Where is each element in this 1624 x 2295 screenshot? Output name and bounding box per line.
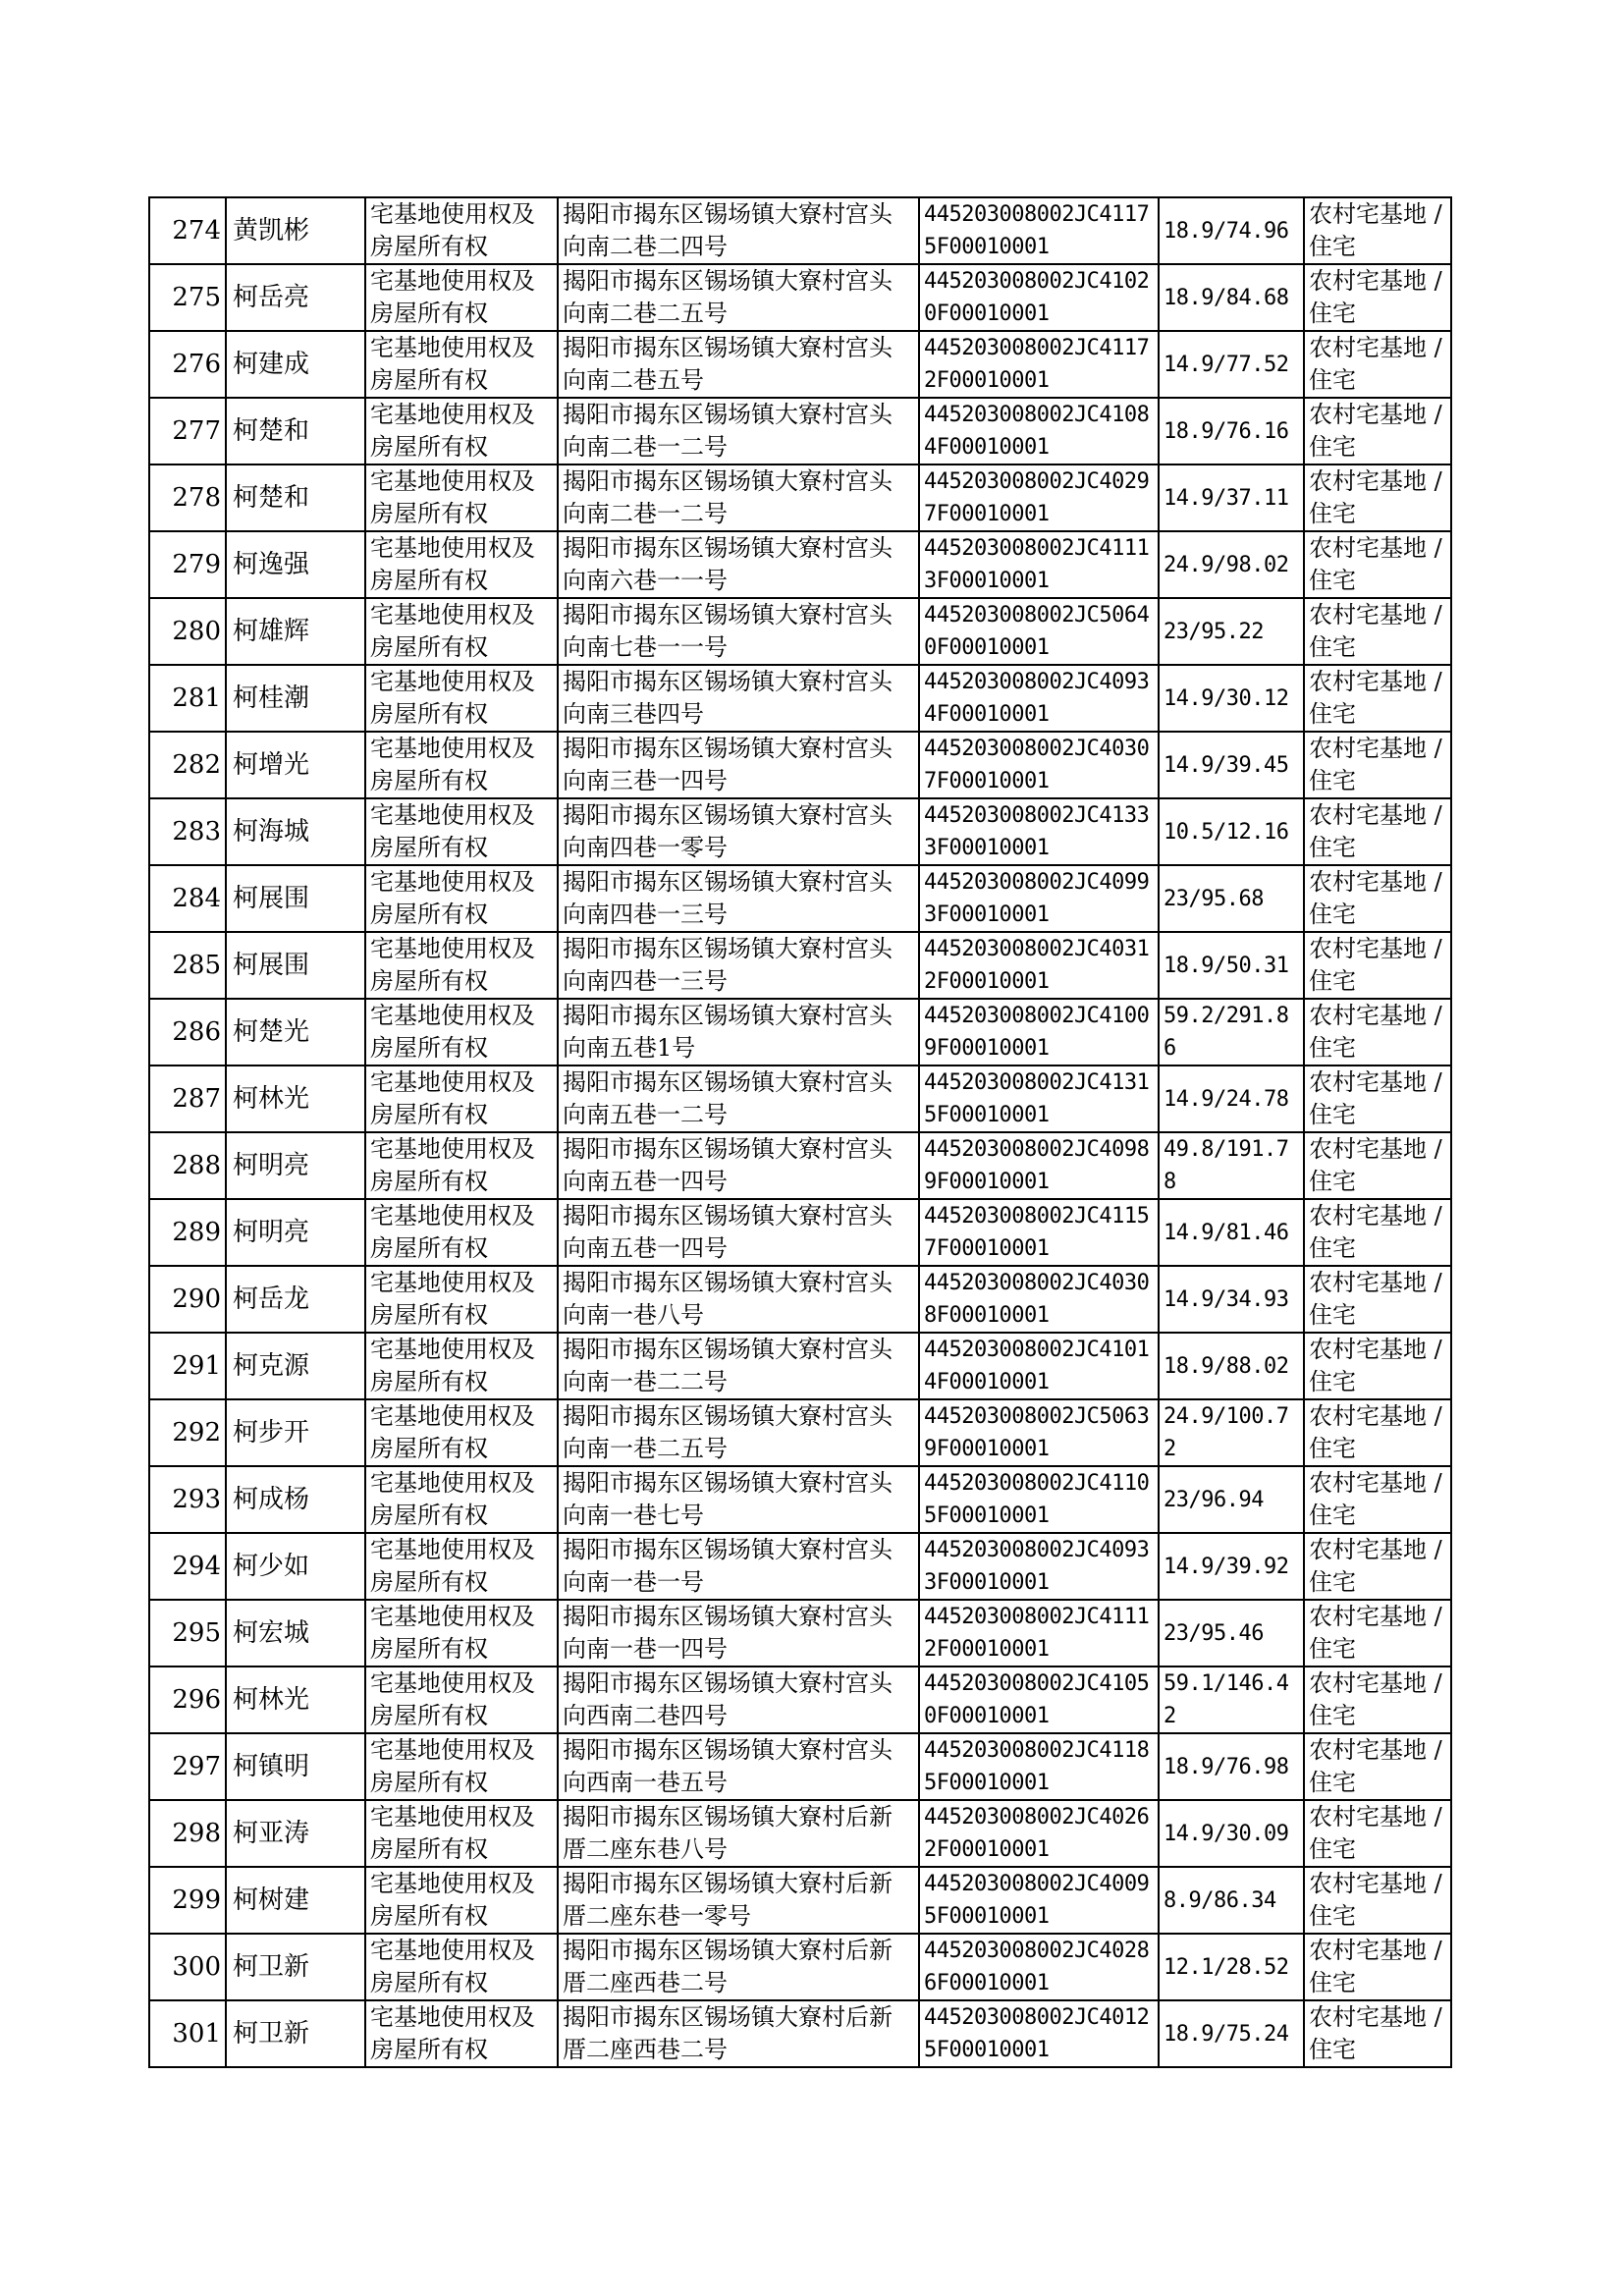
row-number: 282 (149, 732, 226, 798)
area-value: 23/95.68 (1159, 865, 1304, 932)
row-number: 278 (149, 464, 226, 531)
parcel-code: 445203008002JC40286F00010001 (919, 1934, 1159, 2000)
property-address: 揭阳市揭东区锡场镇大寮村宫头向南五巷一四号 (558, 1199, 919, 1266)
land-use: 农村宅基地 / 住宅 (1304, 1533, 1451, 1600)
right-type: 宅基地使用权及房屋所有权 (365, 732, 558, 798)
land-use: 农村宅基地 / 住宅 (1304, 865, 1451, 932)
parcel-code: 445203008002JC41105F00010001 (919, 1466, 1159, 1533)
property-address: 揭阳市揭东区锡场镇大寮村宫头向南二巷五号 (558, 331, 919, 398)
area-value: 14.9/30.12 (1159, 665, 1304, 732)
parcel-code: 445203008002JC50639F00010001 (919, 1399, 1159, 1466)
parcel-code: 445203008002JC40308F00010001 (919, 1266, 1159, 1333)
owner-name: 柯楚和 (226, 464, 365, 531)
area-value: 14.9/37.11 (1159, 464, 1304, 531)
owner-name: 柯岳龙 (226, 1266, 365, 1333)
right-type: 宅基地使用权及房屋所有权 (365, 398, 558, 464)
land-use: 农村宅基地 / 住宅 (1304, 1399, 1451, 1466)
row-number: 287 (149, 1066, 226, 1132)
right-type: 宅基地使用权及房屋所有权 (365, 197, 558, 264)
area-value: 24.9/100.72 (1159, 1399, 1304, 1466)
parcel-code: 445203008002JC41050F00010001 (919, 1667, 1159, 1733)
property-address: 揭阳市揭东区锡场镇大寮村宫头向南六巷一一号 (558, 531, 919, 598)
right-type: 宅基地使用权及房屋所有权 (365, 2000, 558, 2067)
row-number: 283 (149, 798, 226, 865)
table-row (149, 1667, 1451, 1733)
parcel-code: 445203008002JC40933F00010001 (919, 1533, 1159, 1600)
parcel-code: 445203008002JC41014F00010001 (919, 1333, 1159, 1399)
land-use: 农村宅基地 / 住宅 (1304, 1132, 1451, 1199)
owner-name: 柯林光 (226, 1066, 365, 1132)
row-number: 294 (149, 1533, 226, 1600)
property-address: 揭阳市揭东区锡场镇大寮村宫头向南一巷七号 (558, 1466, 919, 1533)
property-address: 揭阳市揭东区锡场镇大寮村宫头向南一巷二五号 (558, 1399, 919, 1466)
row-number: 296 (149, 1667, 226, 1733)
row-number: 289 (149, 1199, 226, 1266)
row-number: 285 (149, 932, 226, 999)
table-row (149, 464, 1451, 531)
owner-name: 柯卫新 (226, 2000, 365, 2067)
row-number: 301 (149, 2000, 226, 2067)
table-row (149, 1399, 1451, 1466)
owner-name: 柯桂潮 (226, 665, 365, 732)
row-number: 300 (149, 1934, 226, 2000)
land-use: 农村宅基地 / 住宅 (1304, 932, 1451, 999)
table-row (149, 1934, 1451, 2000)
table-row (149, 1132, 1451, 1199)
area-value: 18.9/84.68 (1159, 264, 1304, 331)
row-number: 299 (149, 1867, 226, 1934)
table-row (149, 1733, 1451, 1800)
owner-name: 柯林光 (226, 1667, 365, 1733)
row-number: 281 (149, 665, 226, 732)
area-value: 23/95.46 (1159, 1600, 1304, 1667)
right-type: 宅基地使用权及房屋所有权 (365, 1800, 558, 1867)
right-type: 宅基地使用权及房屋所有权 (365, 598, 558, 665)
right-type: 宅基地使用权及房屋所有权 (365, 1466, 558, 1533)
table-row (149, 1466, 1451, 1533)
parcel-code: 445203008002JC40989F00010001 (919, 1132, 1159, 1199)
table-row (149, 331, 1451, 398)
table-row (149, 798, 1451, 865)
table-row (149, 865, 1451, 932)
parcel-code: 445203008002JC40095F00010001 (919, 1867, 1159, 1934)
land-use: 农村宅基地 / 住宅 (1304, 464, 1451, 531)
owner-name: 柯少如 (226, 1533, 365, 1600)
table-row (149, 398, 1451, 464)
area-value: 18.9/88.02 (1159, 1333, 1304, 1399)
area-value: 18.9/74.96 (1159, 197, 1304, 264)
property-address: 揭阳市揭东区锡场镇大寮村宫头向南一巷八号 (558, 1266, 919, 1333)
right-type: 宅基地使用权及房屋所有权 (365, 1867, 558, 1934)
right-type: 宅基地使用权及房屋所有权 (365, 1199, 558, 1266)
area-value: 24.9/98.02 (1159, 531, 1304, 598)
table-row (149, 2000, 1451, 2067)
owner-name: 柯明亮 (226, 1132, 365, 1199)
row-number: 291 (149, 1333, 226, 1399)
area-value: 12.1/28.52 (1159, 1934, 1304, 2000)
land-use: 农村宅基地 / 住宅 (1304, 1333, 1451, 1399)
land-use: 农村宅基地 / 住宅 (1304, 264, 1451, 331)
right-type: 宅基地使用权及房屋所有权 (365, 1934, 558, 2000)
land-use: 农村宅基地 / 住宅 (1304, 1066, 1451, 1132)
table-row (149, 1867, 1451, 1934)
owner-name: 柯树建 (226, 1867, 365, 1934)
property-address: 揭阳市揭东区锡场镇大寮村宫头向南五巷1号 (558, 999, 919, 1066)
right-type: 宅基地使用权及房屋所有权 (365, 865, 558, 932)
land-use: 农村宅基地 / 住宅 (1304, 1934, 1451, 2000)
owner-name: 柯岳亮 (226, 264, 365, 331)
land-use: 农村宅基地 / 住宅 (1304, 1667, 1451, 1733)
owner-name: 柯楚和 (226, 398, 365, 464)
right-type: 宅基地使用权及房屋所有权 (365, 1600, 558, 1667)
row-number: 298 (149, 1800, 226, 1867)
parcel-code: 445203008002JC40934F00010001 (919, 665, 1159, 732)
land-use: 农村宅基地 / 住宅 (1304, 1266, 1451, 1333)
parcel-code: 445203008002JC41172F00010001 (919, 331, 1159, 398)
land-use: 农村宅基地 / 住宅 (1304, 2000, 1451, 2067)
right-type: 宅基地使用权及房屋所有权 (365, 331, 558, 398)
land-use: 农村宅基地 / 住宅 (1304, 1867, 1451, 1934)
owner-name: 柯宏城 (226, 1600, 365, 1667)
parcel-code: 445203008002JC41020F00010001 (919, 264, 1159, 331)
owner-name: 柯海城 (226, 798, 365, 865)
area-value: 49.8/191.78 (1159, 1132, 1304, 1199)
land-use: 农村宅基地 / 住宅 (1304, 1466, 1451, 1533)
area-value: 8.9/86.34 (1159, 1867, 1304, 1934)
parcel-code: 445203008002JC41185F00010001 (919, 1733, 1159, 1800)
row-number: 274 (149, 197, 226, 264)
right-type: 宅基地使用权及房屋所有权 (365, 1333, 558, 1399)
area-value: 14.9/39.45 (1159, 732, 1304, 798)
table-row (149, 264, 1451, 331)
table-row (149, 932, 1451, 999)
area-value: 23/96.94 (1159, 1466, 1304, 1533)
table-row (149, 1266, 1451, 1333)
property-address: 揭阳市揭东区锡场镇大寮村后新厝二座西巷二号 (558, 1934, 919, 2000)
row-number: 284 (149, 865, 226, 932)
registry-body (149, 197, 1451, 2067)
property-address: 揭阳市揭东区锡场镇大寮村宫头向南四巷一三号 (558, 865, 919, 932)
land-use: 农村宅基地 / 住宅 (1304, 798, 1451, 865)
property-address: 揭阳市揭东区锡场镇大寮村宫头向南二巷二五号 (558, 264, 919, 331)
property-address: 揭阳市揭东区锡场镇大寮村宫头向西南二巷四号 (558, 1667, 919, 1733)
property-address: 揭阳市揭东区锡场镇大寮村宫头向南三巷一四号 (558, 732, 919, 798)
row-number: 288 (149, 1132, 226, 1199)
owner-name: 柯增光 (226, 732, 365, 798)
owner-name: 柯展围 (226, 932, 365, 999)
row-number: 286 (149, 999, 226, 1066)
area-value: 23/95.22 (1159, 598, 1304, 665)
owner-name: 柯建成 (226, 331, 365, 398)
property-address: 揭阳市揭东区锡场镇大寮村宫头向南二巷一二号 (558, 398, 919, 464)
table-row (149, 1333, 1451, 1399)
right-type: 宅基地使用权及房屋所有权 (365, 1733, 558, 1800)
row-number: 279 (149, 531, 226, 598)
parcel-code: 445203008002JC50640F00010001 (919, 598, 1159, 665)
owner-name: 柯明亮 (226, 1199, 365, 1266)
owner-name: 柯展围 (226, 865, 365, 932)
row-number: 275 (149, 264, 226, 331)
land-use: 农村宅基地 / 住宅 (1304, 197, 1451, 264)
property-address: 揭阳市揭东区锡场镇大寮村宫头向南一巷一四号 (558, 1600, 919, 1667)
owner-name: 柯克源 (226, 1333, 365, 1399)
table-row (149, 1800, 1451, 1867)
property-address: 揭阳市揭东区锡场镇大寮村宫头向南七巷一一号 (558, 598, 919, 665)
owner-name: 黄凯彬 (226, 197, 365, 264)
table-row (149, 531, 1451, 598)
table-row (149, 197, 1451, 264)
owner-name: 柯卫新 (226, 1934, 365, 2000)
owner-name: 柯镇明 (226, 1733, 365, 1800)
land-use: 农村宅基地 / 住宅 (1304, 398, 1451, 464)
row-number: 280 (149, 598, 226, 665)
right-type: 宅基地使用权及房屋所有权 (365, 932, 558, 999)
property-address: 揭阳市揭东区锡场镇大寮村后新厝二座西巷二号 (558, 2000, 919, 2067)
parcel-code: 445203008002JC41113F00010001 (919, 531, 1159, 598)
land-use: 农村宅基地 / 住宅 (1304, 1800, 1451, 1867)
right-type: 宅基地使用权及房屋所有权 (365, 464, 558, 531)
right-type: 宅基地使用权及房屋所有权 (365, 1667, 558, 1733)
area-value: 10.5/12.16 (1159, 798, 1304, 865)
table-row (149, 1600, 1451, 1667)
right-type: 宅基地使用权及房屋所有权 (365, 1266, 558, 1333)
row-number: 297 (149, 1733, 226, 1800)
area-value: 59.1/146.42 (1159, 1667, 1304, 1733)
parcel-code: 445203008002JC41112F00010001 (919, 1600, 1159, 1667)
owner-name: 柯雄辉 (226, 598, 365, 665)
property-address: 揭阳市揭东区锡场镇大寮村宫头向南一巷二二号 (558, 1333, 919, 1399)
parcel-code: 445203008002JC40262F00010001 (919, 1800, 1159, 1867)
area-value: 14.9/77.52 (1159, 331, 1304, 398)
parcel-code: 445203008002JC41009F00010001 (919, 999, 1159, 1066)
table-row (149, 732, 1451, 798)
table-row (149, 665, 1451, 732)
right-type: 宅基地使用权及房屋所有权 (365, 999, 558, 1066)
owner-name: 柯逸强 (226, 531, 365, 598)
owner-name: 柯成杨 (226, 1466, 365, 1533)
land-use: 农村宅基地 / 住宅 (1304, 598, 1451, 665)
area-value: 14.9/39.92 (1159, 1533, 1304, 1600)
land-use: 农村宅基地 / 住宅 (1304, 999, 1451, 1066)
row-number: 293 (149, 1466, 226, 1533)
area-value: 14.9/24.78 (1159, 1066, 1304, 1132)
row-number: 292 (149, 1399, 226, 1466)
right-type: 宅基地使用权及房屋所有权 (365, 798, 558, 865)
area-value: 18.9/50.31 (1159, 932, 1304, 999)
parcel-code: 445203008002JC41157F00010001 (919, 1199, 1159, 1266)
land-use: 农村宅基地 / 住宅 (1304, 331, 1451, 398)
property-address: 揭阳市揭东区锡场镇大寮村宫头向西南一巷五号 (558, 1733, 919, 1800)
area-value: 14.9/30.09 (1159, 1800, 1304, 1867)
property-address: 揭阳市揭东区锡场镇大寮村宫头向南二巷二四号 (558, 197, 919, 264)
row-number: 276 (149, 331, 226, 398)
owner-name: 柯楚光 (226, 999, 365, 1066)
right-type: 宅基地使用权及房屋所有权 (365, 1066, 558, 1132)
property-address: 揭阳市揭东区锡场镇大寮村后新厝二座东巷八号 (558, 1800, 919, 1867)
table-row (149, 598, 1451, 665)
area-value: 14.9/34.93 (1159, 1266, 1304, 1333)
parcel-code: 445203008002JC40297F00010001 (919, 464, 1159, 531)
area-value: 59.2/291.86 (1159, 999, 1304, 1066)
right-type: 宅基地使用权及房屋所有权 (365, 264, 558, 331)
right-type: 宅基地使用权及房屋所有权 (365, 1533, 558, 1600)
table-row (149, 999, 1451, 1066)
parcel-code: 445203008002JC41333F00010001 (919, 798, 1159, 865)
table-row (149, 1199, 1451, 1266)
parcel-code: 445203008002JC40312F00010001 (919, 932, 1159, 999)
row-number: 290 (149, 1266, 226, 1333)
area-value: 18.9/76.16 (1159, 398, 1304, 464)
property-registry-table (148, 196, 1452, 2068)
parcel-code: 445203008002JC40307F00010001 (919, 732, 1159, 798)
row-number: 277 (149, 398, 226, 464)
area-value: 14.9/81.46 (1159, 1199, 1304, 1266)
table-row (149, 1533, 1451, 1600)
parcel-code: 445203008002JC41315F00010001 (919, 1066, 1159, 1132)
land-use: 农村宅基地 / 住宅 (1304, 531, 1451, 598)
land-use: 农村宅基地 / 住宅 (1304, 1733, 1451, 1800)
land-use: 农村宅基地 / 住宅 (1304, 1199, 1451, 1266)
land-use: 农村宅基地 / 住宅 (1304, 732, 1451, 798)
parcel-code: 445203008002JC41084F00010001 (919, 398, 1159, 464)
property-address: 揭阳市揭东区锡场镇大寮村宫头向南五巷一二号 (558, 1066, 919, 1132)
land-use: 农村宅基地 / 住宅 (1304, 1600, 1451, 1667)
parcel-code: 445203008002JC40125F00010001 (919, 2000, 1159, 2067)
area-value: 18.9/75.24 (1159, 2000, 1304, 2067)
area-value: 18.9/76.98 (1159, 1733, 1304, 1800)
property-address: 揭阳市揭东区锡场镇大寮村宫头向南三巷四号 (558, 665, 919, 732)
table-row (149, 1066, 1451, 1132)
property-address: 揭阳市揭东区锡场镇大寮村宫头向南四巷一零号 (558, 798, 919, 865)
owner-name: 柯步开 (226, 1399, 365, 1466)
property-address: 揭阳市揭东区锡场镇大寮村宫头向南二巷一二号 (558, 464, 919, 531)
property-address: 揭阳市揭东区锡场镇大寮村宫头向南一巷一号 (558, 1533, 919, 1600)
property-address: 揭阳市揭东区锡场镇大寮村宫头向南五巷一四号 (558, 1132, 919, 1199)
right-type: 宅基地使用权及房屋所有权 (365, 1132, 558, 1199)
property-address: 揭阳市揭东区锡场镇大寮村后新厝二座东巷一零号 (558, 1867, 919, 1934)
right-type: 宅基地使用权及房屋所有权 (365, 531, 558, 598)
parcel-code: 445203008002JC40993F00010001 (919, 865, 1159, 932)
parcel-code: 445203008002JC41175F00010001 (919, 197, 1159, 264)
right-type: 宅基地使用权及房屋所有权 (365, 1399, 558, 1466)
row-number: 295 (149, 1600, 226, 1667)
owner-name: 柯亚涛 (226, 1800, 365, 1867)
right-type: 宅基地使用权及房屋所有权 (365, 665, 558, 732)
land-use: 农村宅基地 / 住宅 (1304, 665, 1451, 732)
property-address: 揭阳市揭东区锡场镇大寮村宫头向南四巷一三号 (558, 932, 919, 999)
